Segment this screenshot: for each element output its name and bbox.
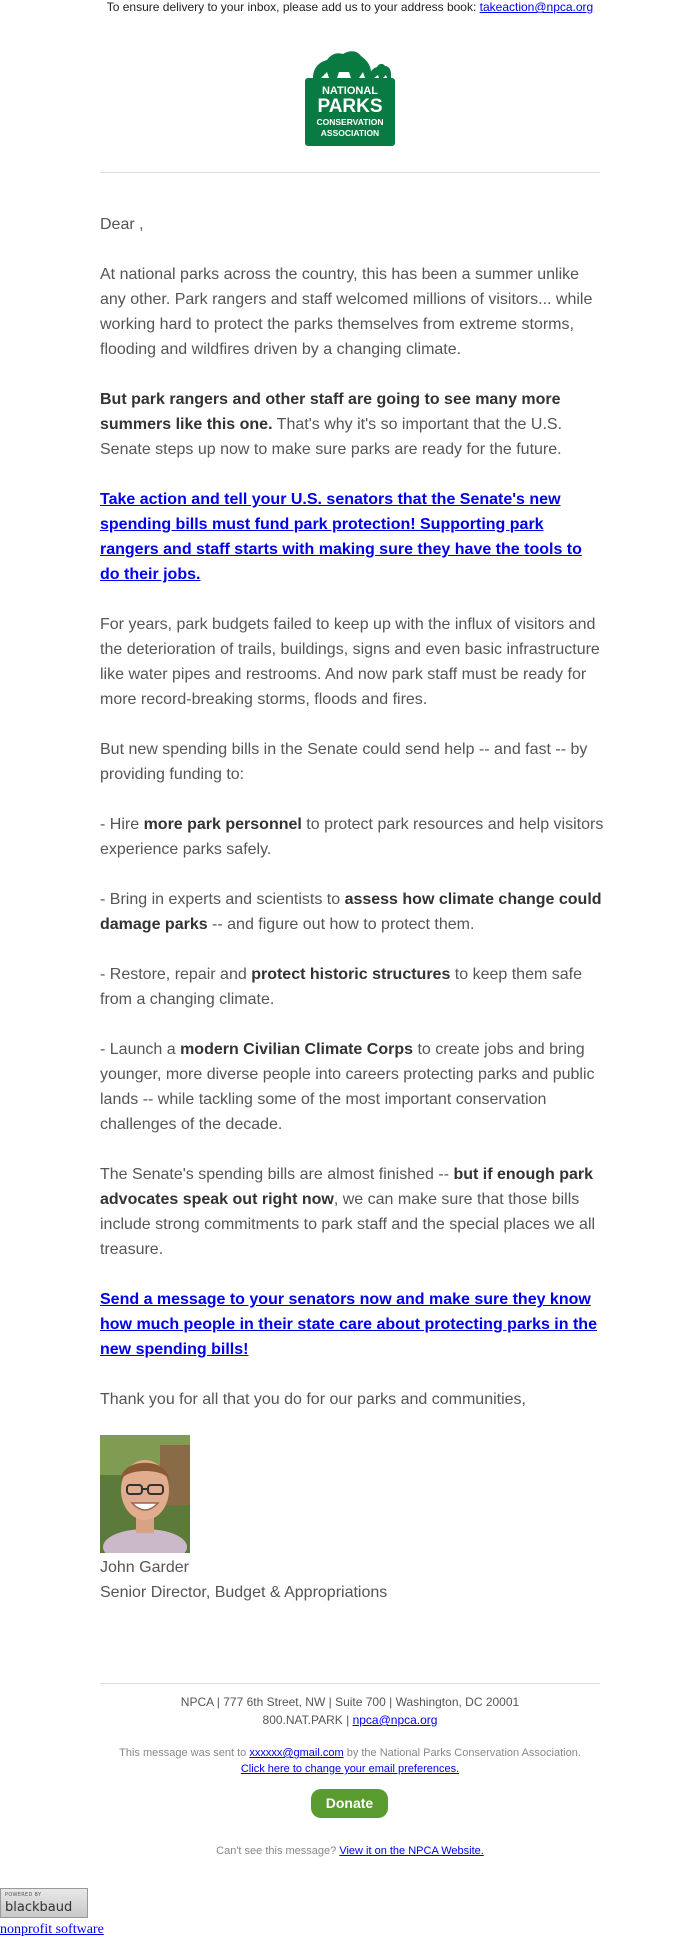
logo-line3: CONSERVATION [316, 117, 384, 127]
paragraph-2-bold: But park rangers and other staff are going to see many more summers like this one. [100, 391, 561, 433]
paragraph-2 [100, 387, 605, 462]
bullet-2-pre: - Bring in experts and scientists to [100, 891, 345, 908]
closing: Thank you for all that you do for our parks and communities, [100, 1391, 526, 1408]
paragraph-1-text: At national parks across the country, this has been a summer unlike any other. Park rangers and staff welcomed millions of visitors... while working hard to protect the parks themselves from extreme storms, flooding and wildfires driven by a changing climate. [100, 266, 593, 358]
preheader-text: To ensure delivery to your inbox, please add us to your address book: [106, 0, 480, 14]
footer-sent-post: by the National Parks Conservation Association. [343, 1747, 581, 1759]
view-online-link[interactable]: View it on the NPCA Website. [339, 1845, 484, 1857]
footer-sent-line [100, 1745, 600, 1761]
bullet-2-bold: assess how climate change could damage parks [100, 891, 602, 933]
nonprofit-software-link[interactable]: nonprofit software [0, 1922, 104, 1937]
email-preferences-link[interactable]: Click here to change your email preferences. [240, 1763, 460, 1775]
blackbaud-badge[interactable] [0, 1888, 88, 1918]
npca-logo[interactable] [303, 48, 397, 148]
signature-title: Senior Director, Budget & Appropriations [100, 1584, 388, 1601]
action-link-1-block [100, 487, 605, 587]
bullet-2-post: -- and figure out how to protect them. [207, 916, 475, 933]
signature-name: John Garder [100, 1559, 189, 1576]
paragraph-4-text: But new spending bills in the Senate could send help -- and fast -- by providing funding to: [100, 741, 588, 783]
bullet-3-pre: - Restore, repair and [100, 966, 252, 983]
footer-address [100, 1693, 600, 1729]
bullet-4-pre: - Launch a [100, 1041, 181, 1058]
logo-line1: NATIONAL [321, 85, 379, 97]
bullet-3-bold: protect historic structures [251, 966, 451, 983]
bullet-4-bold: modern Civilian Climate Corps [180, 1041, 413, 1058]
signature-photo [100, 1435, 190, 1553]
footer-phone-line [100, 1711, 600, 1729]
bullet-1-post: to protect park resources and help visitors experience parks safely. [100, 816, 604, 858]
paragraph-3 [100, 612, 605, 712]
footer-divider [100, 1683, 600, 1684]
bullet-1 [100, 812, 605, 862]
preheader [0, 0, 700, 14]
bullet-3 [100, 962, 605, 1012]
footer-cant-see: Can't see this message? [216, 1845, 340, 1857]
header-divider [100, 172, 600, 173]
footer-phone: 800.NAT.PARK | [262, 1713, 353, 1727]
bullet-4 [100, 1037, 605, 1137]
paragraph-5-post: , we can make sure that those bills include strong commitments to park staff and the special places we all treasure. [100, 1191, 596, 1258]
footer-sent-info [100, 1745, 600, 1777]
footer-recipient-link[interactable]: xxxxxx@gmail.com [249, 1747, 344, 1759]
bullet-1-pre: - Hire [100, 816, 144, 833]
paragraph-1 [100, 262, 605, 362]
footer-email-link[interactable]: npca@npca.org [352, 1713, 438, 1727]
bullet-4-post: to create jobs and bring younger, more diverse people into careers protecting parks and public lands -- while tackling some of the most important conservation challenges of the decade. [100, 1041, 595, 1133]
paragraph-2-rest: That's why it's so important that the U.S. Senate steps up now to make sure parks are ready for the future. [100, 416, 563, 458]
greeting: Dear , [100, 216, 144, 233]
footer-sent-pre: This message was sent to [119, 1747, 250, 1759]
paragraph-5-bold: but if enough park advocates speak out right now [100, 1166, 594, 1208]
badge-powered-by: POWERED BY [5, 1892, 42, 1898]
logo-line2: PARKS [317, 96, 383, 117]
paragraph-5-pre: The Senate's spending bills are almost finished -- [100, 1166, 454, 1183]
action-link-1[interactable]: Take action and tell your U.S. senators that the Senate's new spending bills must fund park protection! Supporting park rangers and staff starts with making sure they have the tools to do their jobs. [100, 491, 582, 583]
action-link-2[interactable]: Send a message to your senators now and make sure they know how much people in their state care about protecting parks in the new spending bills! [100, 1291, 597, 1358]
paragraph-5 [100, 1162, 605, 1262]
preheader-email-link[interactable]: takeaction@npca.org [479, 0, 594, 14]
footer-address-line: NPCA | 777 6th Street, NW | Suite 700 | Washington, DC 20001 [180, 1695, 520, 1709]
bullet-1-bold: more park personnel [143, 816, 302, 833]
action-link-2-block [100, 1287, 605, 1362]
badge-brand: blackbaud [5, 1900, 73, 1915]
paragraph-3-text: For years, park budgets failed to keep up with the influx of visitors and the deterioration of trails, buildings, signs and even basic infrastructure like water pipes and restrooms. And now park staff must be ready for more record-breaking storms, floods and fires. [100, 616, 600, 708]
npca-logo-graphic [303, 48, 397, 148]
bullet-3-post: to keep them safe from a changing climate. [100, 966, 582, 1008]
bullet-2 [100, 887, 605, 937]
paragraph-4 [100, 737, 605, 787]
logo-line4: ASSOCIATION [320, 128, 380, 138]
footer-view-online [100, 1843, 600, 1859]
portrait-icon [100, 1435, 190, 1553]
donate-button[interactable]: Donate [311, 1789, 388, 1818]
